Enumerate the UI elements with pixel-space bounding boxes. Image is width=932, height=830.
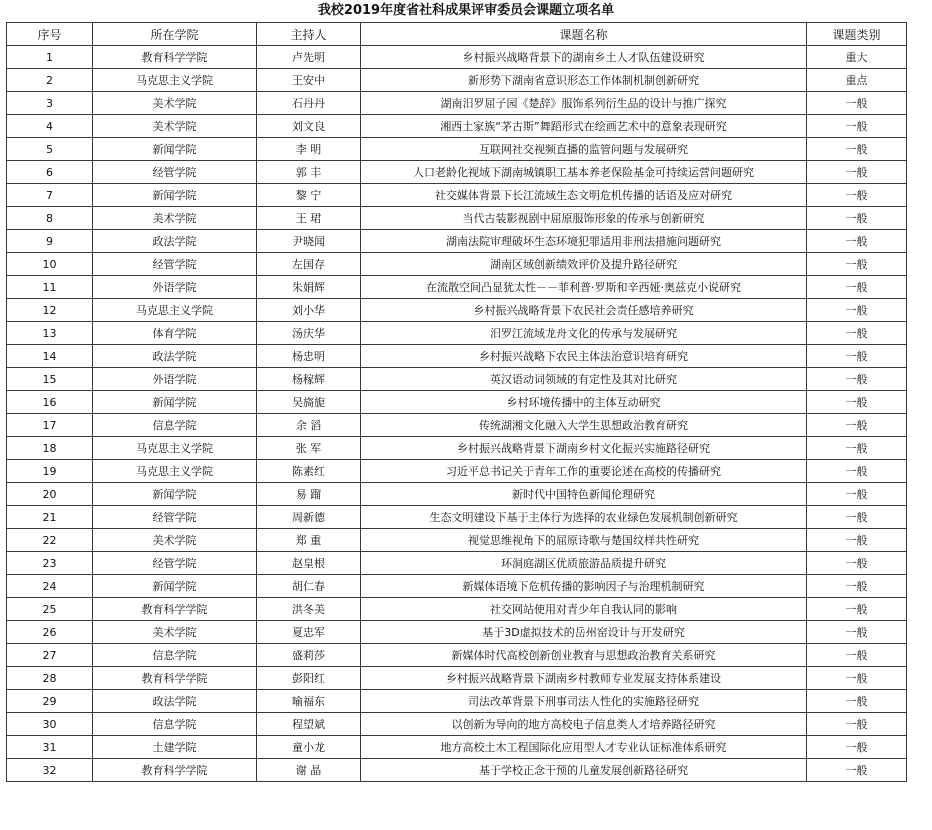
cell-project-name: 人口老龄化视域下湖南城镇职工基本养老保险基金可持续运营问题研究	[361, 161, 807, 184]
header-host: 主持人	[257, 23, 361, 46]
cell-host: 夏忠军	[257, 621, 361, 644]
cell-category: 一般	[807, 667, 907, 690]
cell-host: 易 蹓	[257, 483, 361, 506]
cell-host: 王 珺	[257, 207, 361, 230]
cell-project-name: 环洞庭湖区优质旅游品质提升研究	[361, 552, 807, 575]
cell-college: 经管学院	[93, 253, 257, 276]
table-row	[7, 506, 907, 529]
cell-host: 黎 宁	[257, 184, 361, 207]
cell-project-name: 乡村环境传播中的主体互动研究	[361, 391, 807, 414]
table-header-row	[7, 23, 907, 46]
cell-index: 19	[7, 460, 93, 483]
cell-project-name: 在流散空间凸显犹太性－－菲利普·罗斯和辛西娅·奥兹克小说研究	[361, 276, 807, 299]
cell-project-name: 乡村振兴战略背景下农民社会责任感培养研究	[361, 299, 807, 322]
cell-college: 政法学院	[93, 690, 257, 713]
table-row	[7, 115, 907, 138]
cell-index: 31	[7, 736, 93, 759]
cell-host: 谢 晶	[257, 759, 361, 782]
cell-category: 一般	[807, 161, 907, 184]
cell-host: 朱娟辉	[257, 276, 361, 299]
cell-category: 重点	[807, 69, 907, 92]
cell-host: 杨稼辉	[257, 368, 361, 391]
cell-host: 刘小华	[257, 299, 361, 322]
cell-category: 一般	[807, 414, 907, 437]
cell-college: 新闻学院	[93, 483, 257, 506]
cell-host: 王安中	[257, 69, 361, 92]
cell-host: 周新德	[257, 506, 361, 529]
cell-category: 一般	[807, 483, 907, 506]
cell-category: 一般	[807, 276, 907, 299]
table-row	[7, 414, 907, 437]
cell-host: 杨忠明	[257, 345, 361, 368]
cell-college: 美术学院	[93, 529, 257, 552]
cell-project-name: 汨罗江流域龙舟文化的传承与发展研究	[361, 322, 807, 345]
cell-college: 信息学院	[93, 713, 257, 736]
cell-project-name: 新媒体语境下危机传播的影响因子与治理机制研究	[361, 575, 807, 598]
cell-host: 卢先明	[257, 46, 361, 69]
cell-index: 10	[7, 253, 93, 276]
cell-host: 郭 丰	[257, 161, 361, 184]
cell-project-name: 地方高校土木工程国际化应用型人才专业认证标准体系研究	[361, 736, 807, 759]
table-row	[7, 253, 907, 276]
cell-index: 5	[7, 138, 93, 161]
table-row	[7, 529, 907, 552]
table-row	[7, 460, 907, 483]
cell-college: 政法学院	[93, 345, 257, 368]
cell-category: 一般	[807, 460, 907, 483]
cell-index: 13	[7, 322, 93, 345]
cell-college: 新闻学院	[93, 184, 257, 207]
cell-project-name: 新时代中国特色新闻伦理研究	[361, 483, 807, 506]
cell-host: 左国存	[257, 253, 361, 276]
table-row	[7, 299, 907, 322]
cell-college: 政法学院	[93, 230, 257, 253]
cell-index: 7	[7, 184, 93, 207]
cell-host: 胡仁春	[257, 575, 361, 598]
cell-project-name: 新形势下湖南省意识形态工作体制机制创新研究	[361, 69, 807, 92]
cell-host: 童小龙	[257, 736, 361, 759]
cell-project-name: 以创新为导向的地方高校电子信息类人才培养路径研究	[361, 713, 807, 736]
table-row	[7, 437, 907, 460]
cell-project-name: 湖南区域创新绩效评价及提升路径研究	[361, 253, 807, 276]
cell-college: 美术学院	[93, 207, 257, 230]
header-project-name: 课题名称	[361, 23, 807, 46]
cell-category: 一般	[807, 391, 907, 414]
cell-index: 18	[7, 437, 93, 460]
cell-project-name: 互联网社交视频直播的监管问题与发展研究	[361, 138, 807, 161]
cell-college: 土建学院	[93, 736, 257, 759]
cell-host: 刘文良	[257, 115, 361, 138]
cell-college: 马克思主义学院	[93, 299, 257, 322]
cell-college: 经管学院	[93, 506, 257, 529]
cell-category: 一般	[807, 184, 907, 207]
cell-category: 一般	[807, 345, 907, 368]
cell-college: 经管学院	[93, 161, 257, 184]
cell-project-name: 社交网站使用对青少年自我认同的影响	[361, 598, 807, 621]
cell-college: 信息学院	[93, 644, 257, 667]
cell-project-name: 视觉思维视角下的屈原诗歌与楚国纹样共性研究	[361, 529, 807, 552]
cell-college: 教育科学学院	[93, 598, 257, 621]
table-row	[7, 322, 907, 345]
table-row	[7, 230, 907, 253]
cell-category: 一般	[807, 759, 907, 782]
cell-college: 新闻学院	[93, 391, 257, 414]
cell-category: 重大	[807, 46, 907, 69]
cell-category: 一般	[807, 322, 907, 345]
cell-index: 11	[7, 276, 93, 299]
cell-category: 一般	[807, 529, 907, 552]
project-table	[6, 22, 907, 782]
cell-host: 郑 重	[257, 529, 361, 552]
cell-college: 信息学院	[93, 414, 257, 437]
cell-index: 2	[7, 69, 93, 92]
cell-project-name: 湖南法院审理破坏生态环境犯罪适用非刑法措施问题研究	[361, 230, 807, 253]
cell-index: 16	[7, 391, 93, 414]
cell-college: 美术学院	[93, 621, 257, 644]
cell-index: 22	[7, 529, 93, 552]
cell-college: 美术学院	[93, 92, 257, 115]
table-row	[7, 345, 907, 368]
cell-category: 一般	[807, 437, 907, 460]
table-row	[7, 736, 907, 759]
cell-index: 21	[7, 506, 93, 529]
cell-category: 一般	[807, 644, 907, 667]
cell-category: 一般	[807, 368, 907, 391]
page-title: 我校2019年度省社科成果评审委员会课题立项名单	[317, 3, 615, 18]
cell-index: 8	[7, 207, 93, 230]
cell-host: 喻福东	[257, 690, 361, 713]
cell-index: 20	[7, 483, 93, 506]
table-row	[7, 552, 907, 575]
cell-index: 24	[7, 575, 93, 598]
cell-college: 马克思主义学院	[93, 460, 257, 483]
cell-host: 李 明	[257, 138, 361, 161]
cell-college: 外语学院	[93, 276, 257, 299]
table-row	[7, 138, 907, 161]
header-index: 序号	[7, 23, 93, 46]
cell-project-name: 英汉语动词领域的有定性及其对比研究	[361, 368, 807, 391]
table-row	[7, 92, 907, 115]
cell-index: 12	[7, 299, 93, 322]
cell-project-name: 新媒体时代高校创新创业教育与思想政治教育关系研究	[361, 644, 807, 667]
cell-index: 25	[7, 598, 93, 621]
table-row	[7, 69, 907, 92]
cell-category: 一般	[807, 621, 907, 644]
cell-project-name: 基于3D虚拟技术的岳州窑设计与开发研究	[361, 621, 807, 644]
cell-index: 14	[7, 345, 93, 368]
cell-index: 26	[7, 621, 93, 644]
cell-index: 1	[7, 46, 93, 69]
table-row	[7, 276, 907, 299]
cell-college: 教育科学学院	[93, 667, 257, 690]
cell-college: 美术学院	[93, 115, 257, 138]
cell-index: 17	[7, 414, 93, 437]
table-row	[7, 368, 907, 391]
cell-college: 新闻学院	[93, 575, 257, 598]
cell-project-name: 基于学校正念干预的儿童发展创新路径研究	[361, 759, 807, 782]
cell-college: 马克思主义学院	[93, 437, 257, 460]
cell-category: 一般	[807, 92, 907, 115]
table-row	[7, 575, 907, 598]
cell-index: 4	[7, 115, 93, 138]
cell-project-name: 乡村振兴战略背景下湖南乡村文化振兴实施路径研究	[361, 437, 807, 460]
cell-category: 一般	[807, 598, 907, 621]
cell-host: 彭阳红	[257, 667, 361, 690]
table-row	[7, 759, 907, 782]
table-row	[7, 46, 907, 69]
table-row	[7, 644, 907, 667]
cell-category: 一般	[807, 713, 907, 736]
cell-index: 29	[7, 690, 93, 713]
cell-host: 余 滔	[257, 414, 361, 437]
cell-index: 32	[7, 759, 93, 782]
cell-college: 经管学院	[93, 552, 257, 575]
cell-host: 石丹丹	[257, 92, 361, 115]
cell-category: 一般	[807, 299, 907, 322]
cell-host: 陈素红	[257, 460, 361, 483]
table-row	[7, 207, 907, 230]
cell-project-name: 湖南汨罗屈子园《楚辞》服饰系列衍生品的设计与推广探究	[361, 92, 807, 115]
table-row	[7, 713, 907, 736]
cell-project-name: 当代古装影视剧中屈原服饰形象的传承与创新研究	[361, 207, 807, 230]
cell-index: 28	[7, 667, 93, 690]
table-row	[7, 161, 907, 184]
cell-index: 15	[7, 368, 93, 391]
cell-index: 3	[7, 92, 93, 115]
cell-category: 一般	[807, 736, 907, 759]
cell-project-name: 生态文明建设下基于主体行为选择的农业绿色发展机制创新研究	[361, 506, 807, 529]
cell-host: 赵皇根	[257, 552, 361, 575]
cell-host: 盛莉莎	[257, 644, 361, 667]
header-college: 所在学院	[93, 23, 257, 46]
cell-project-name: 湘西土家族“茅古斯”舞蹈形式在绘画艺术中的意象表现研究	[361, 115, 807, 138]
header-category: 课题类别	[807, 23, 907, 46]
table-row	[7, 690, 907, 713]
cell-project-name: 乡村振兴战略下农民主体法治意识培育研究	[361, 345, 807, 368]
table-row	[7, 391, 907, 414]
cell-index: 23	[7, 552, 93, 575]
cell-index: 27	[7, 644, 93, 667]
cell-host: 吴旖旎	[257, 391, 361, 414]
cell-project-name: 习近平总书记关于青年工作的重要论述在高校的传播研究	[361, 460, 807, 483]
cell-college: 体育学院	[93, 322, 257, 345]
cell-category: 一般	[807, 115, 907, 138]
cell-index: 30	[7, 713, 93, 736]
cell-host: 汤庆华	[257, 322, 361, 345]
cell-project-name: 司法改革背景下刑事司法人性化的实施路径研究	[361, 690, 807, 713]
cell-college: 马克思主义学院	[93, 69, 257, 92]
cell-index: 6	[7, 161, 93, 184]
table-row	[7, 667, 907, 690]
cell-host: 程望斌	[257, 713, 361, 736]
table-row	[7, 621, 907, 644]
cell-host: 洪冬美	[257, 598, 361, 621]
cell-host: 尹晓闻	[257, 230, 361, 253]
cell-project-name: 乡村振兴战略背景下湖南乡村教师专业发展支持体系建设	[361, 667, 807, 690]
cell-project-name: 乡村振兴战略背景下的湖南乡土人才队伍建设研究	[361, 46, 807, 69]
cell-category: 一般	[807, 506, 907, 529]
cell-college: 外语学院	[93, 368, 257, 391]
cell-category: 一般	[807, 138, 907, 161]
cell-category: 一般	[807, 575, 907, 598]
cell-project-name: 社交媒体背景下长江流域生态文明危机传播的话语及应对研究	[361, 184, 807, 207]
cell-index: 9	[7, 230, 93, 253]
table-row	[7, 598, 907, 621]
cell-project-name: 传统湖湘文化融入大学生思想政治教育研究	[361, 414, 807, 437]
cell-college: 教育科学学院	[93, 46, 257, 69]
table-row	[7, 483, 907, 506]
cell-college: 教育科学学院	[93, 759, 257, 782]
cell-category: 一般	[807, 690, 907, 713]
cell-category: 一般	[807, 253, 907, 276]
cell-college: 新闻学院	[93, 138, 257, 161]
table-row	[7, 184, 907, 207]
cell-category: 一般	[807, 207, 907, 230]
cell-host: 张 军	[257, 437, 361, 460]
cell-category: 一般	[807, 552, 907, 575]
cell-category: 一般	[807, 230, 907, 253]
